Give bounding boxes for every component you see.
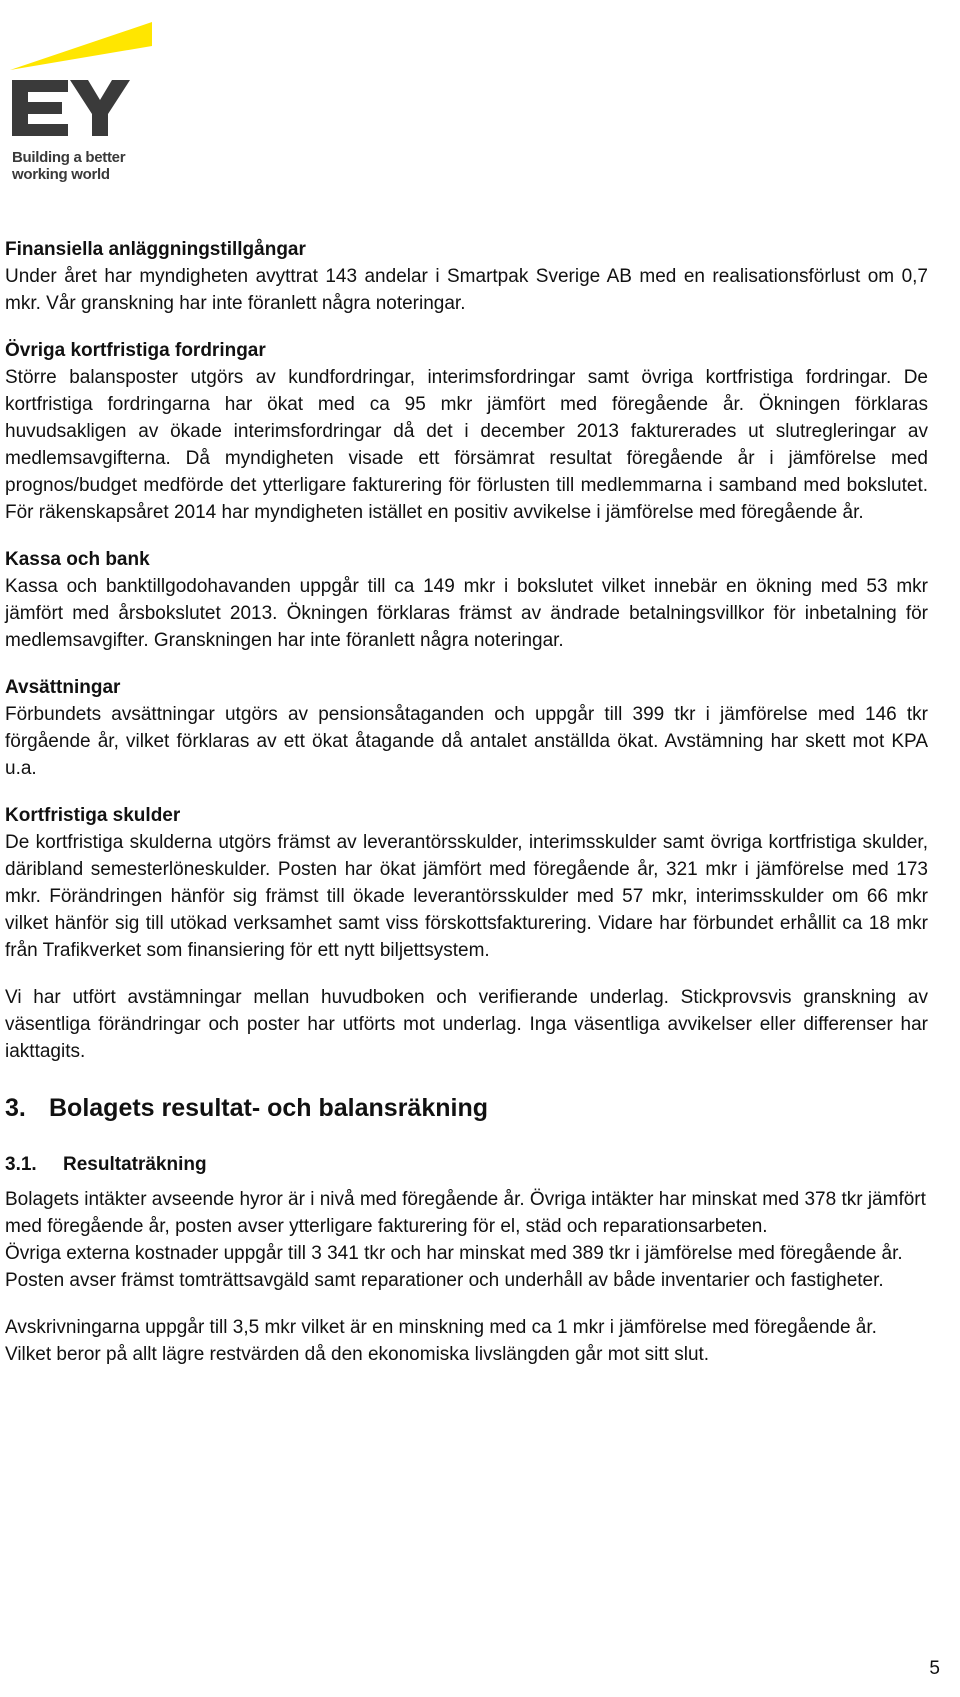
subsection-text: Avskrivningarna uppgår till 3,5 mkr vilket är en minskning med ca 1 mkr i jämförelse med föregående år. Vilket beror på allt lägre restvärden då den ekonomiska livslängden går mot sitt slut.	[5, 1317, 877, 1365]
document-body	[5, 236, 928, 1368]
page-number: 5	[929, 1658, 940, 1679]
section-text: De kortfristiga skulderna utgörs främst av leverantörsskulder, interimsskulder samt övriga kortfristiga skulder, däribland semesterlöneskulder. Posten har ökat jämfört med föregående år, 321 mkr i jämförelse med 173 mkr. Förändringen hänför sig främst till ökade leverantörsskulder med 57 mkr, interimsskulder om 66 mkr vilket hänför sig till utökad verksamhet samt viss förskottsfakturering. Vidare har förbundet erhållit ca 18 mkr från Trafikverket som finansiering för ett nytt biljettsystem.	[5, 832, 928, 961]
section-kortfristiga-skulder	[5, 802, 928, 1065]
ey-logo	[10, 18, 160, 188]
logo-tagline	[12, 149, 125, 183]
section-text: Vi har utfört avstämningar mellan huvudboken och verifierande underlag. Stickprovsvis granskning av väsentliga förändringar och poster har utförts mot underlag. Inga väsentliga avvikelser eller differenser har iakttagits.	[5, 987, 928, 1062]
ey-logo-mark	[10, 18, 160, 138]
subsection-number: 3.1.	[5, 1154, 37, 1175]
subsection-text: Övriga externa kostnader uppgår till 3 341 tkr och har minskat med 389 tkr i jämförelse med föregående år. Posten avser främst tomträttsavgäld samt reparationer och underhåll av både inventarier och fastigheter.	[5, 1243, 903, 1291]
section-heading: Kortfristiga skulder	[5, 805, 181, 826]
chapter-number: 3.	[5, 1094, 26, 1122]
subsection-heading	[5, 1151, 928, 1178]
section-text: Större balansposter utgörs av kundfordringar, interimsfordringar samt övriga kortfristiga fordringar. De kortfristiga fordringarna har ökat med ca 95 mkr jämfört med föregående år. Ökningen förklaras huvudsakligen av ökade interimsfordringar då det i december 2013 fakturerades ut slutregleringar av medlemsavgifterna. Då myndigheten visade ett försämrat resultat föregående år i jämförelse med prognos/budget medförde det ytterligare fakturering för förlusten till medlemmarna i samband med bokslutet. För räkenskapsåret 2014 har myndigheten istället en positiv avvikelse i jämförelse med föregående år.	[5, 367, 928, 523]
section-heading: Övriga kortfristiga fordringar	[5, 340, 266, 361]
section-finansiella	[5, 236, 928, 317]
section-avsattningar	[5, 674, 928, 782]
logo-tagline-line1: Building a better	[12, 149, 126, 166]
subsection-text: Bolagets intäkter avseende hyror är i nivå med föregående år. Övriga intäkter har minskat med 378 tkr jämfört med föregående år, posten avser ytterligare fakturering för el, städ och reparationsarbeten.	[5, 1189, 926, 1237]
chapter-heading	[5, 1091, 928, 1125]
section-heading: Finansiella anläggningstillgångar	[5, 239, 306, 260]
section-heading: Avsättningar	[5, 677, 121, 698]
section-text: Under året har myndigheten avyttrat 143 andelar i Smartpak Sverige AB med en realisationsförlust om 0,7 mkr. Vår granskning har inte föranlett några noteringar.	[5, 266, 928, 314]
section-ovriga-fordringar	[5, 337, 928, 526]
section-kassa-bank	[5, 546, 928, 654]
subsection-title: Resultaträkning	[63, 1154, 207, 1175]
logo-tagline-line2: working world	[12, 166, 110, 183]
chapter-title: Bolagets resultat- och balansräkning	[49, 1094, 488, 1122]
section-heading: Kassa och bank	[5, 549, 150, 570]
section-text: Kassa och banktillgodohavanden uppgår till ca 149 mkr i bokslutet vilket innebär en ökning med 53 mkr jämfört med årsbokslutet 2013. Ökningen förklaras främst av ändrade betalningsvillkor för inbetalning för medlemsavgifter. Granskningen har inte föranlett några noteringar.	[5, 576, 928, 651]
section-text: Förbundets avsättningar utgörs av pensionsåtaganden och uppgår till 399 tkr i jämförelse med 146 tkr förgående år, vilket förklaras av ett ökat åtagande då antalet anställda ökat. Avstämning har skett mot KPA u.a.	[5, 704, 928, 779]
